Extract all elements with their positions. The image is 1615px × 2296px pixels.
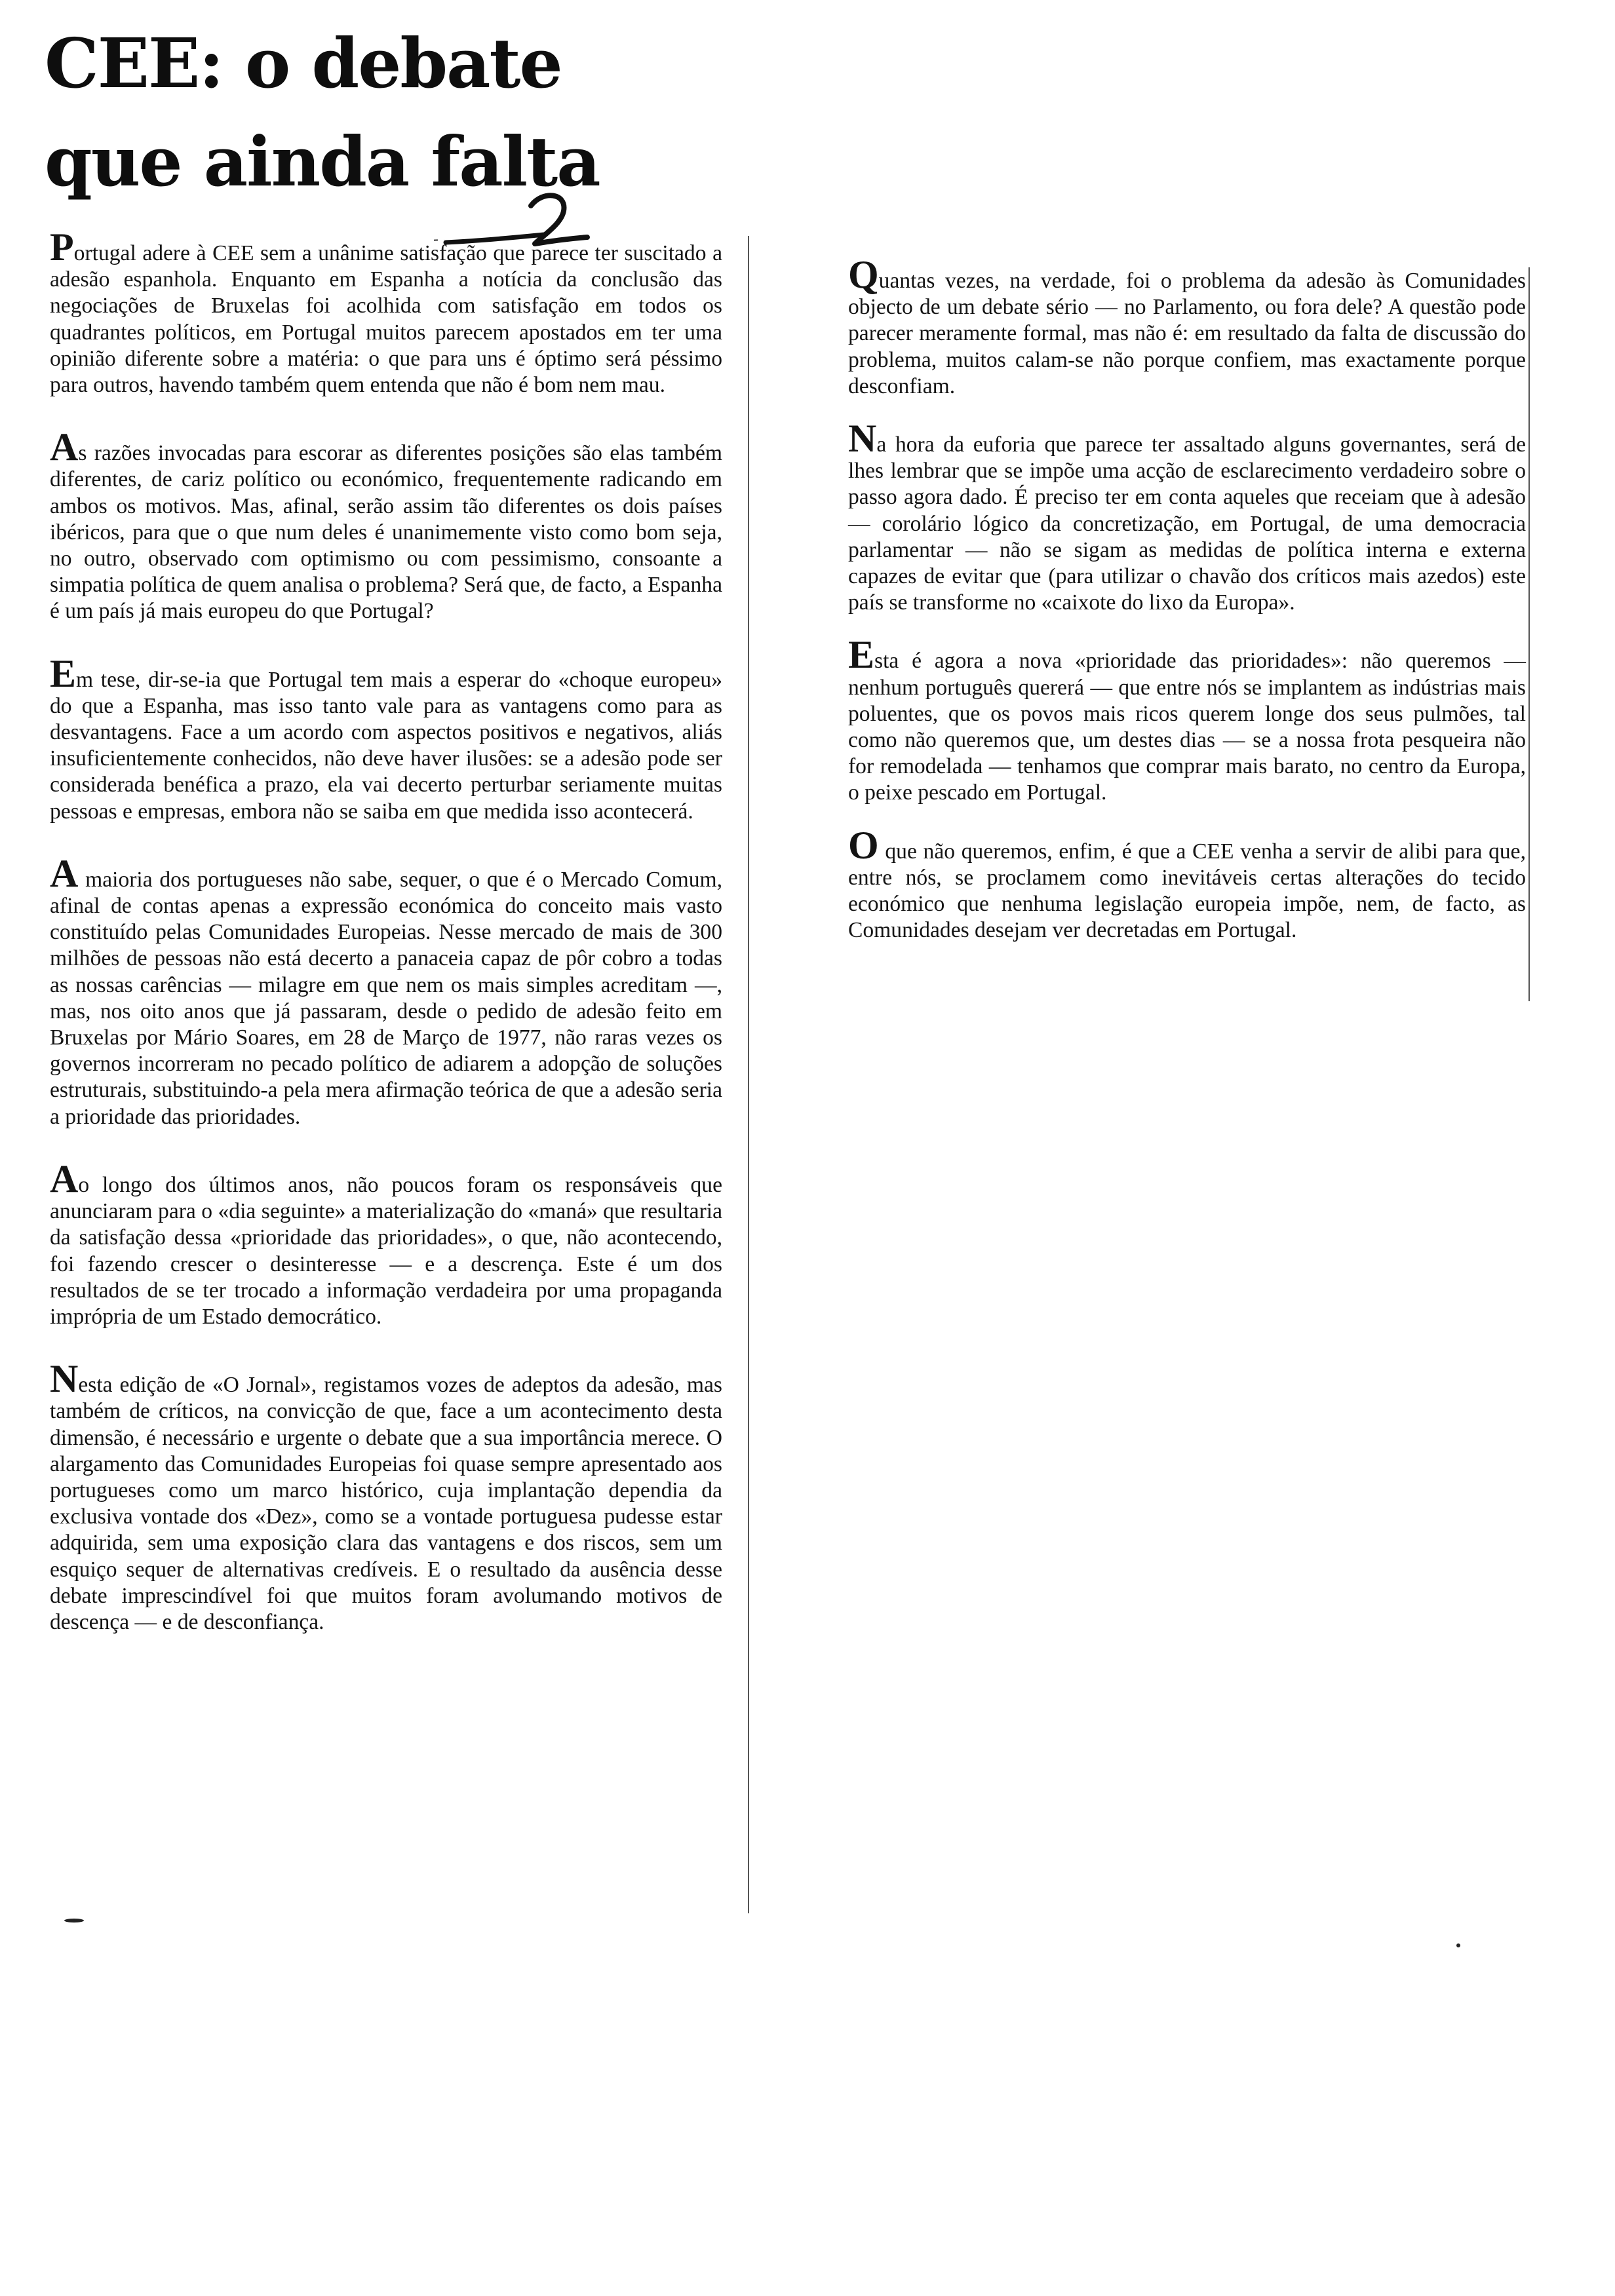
paragraph-text: s razões invocadas para escorar as diferentes posições são elas também diferentes, de cariz político ou económico, frequentemente radicando em ambos os motivos. Mas, afinal, serão assim tão diferentes os dois países ibéricos, para que o que num deles é unanimemente visto como bom seja, no outro, observado com optimismo ou com pessimismo, consoante a simpatia política de quem analisa o problema? Será que, de facto, a Espanha é um país já mais europeu do que Portugal? xyxy=(50,441,722,624)
paragraph-text: esta edição de «O Jornal», registamos vozes de adeptos da adesão, mas também de críticos, na convicção de que, face a um acontecimento desta dimensão, é necessário e urgente o debate que a sua importância merece. O alargamento das Comunidades Europeias foi quase sempre apresentado aos portugueses como um marco histórico, cuja implantação dependia da exclusiva vontade dos «Dez», como se a vontade portuguesa pudesse estar adquirida, sem uma exposição clara das vantagens e dos riscos, sem um esquiço sequer de alternativas credíveis. E o resultado da ausência desse debate imprescindível foi que muitos foram avolumando motivos de descença — e de desconfiança. xyxy=(50,1373,722,1634)
drop-letter: O xyxy=(848,823,879,867)
left-column xyxy=(50,225,722,1674)
paragraph-10 xyxy=(848,823,1526,944)
drop-letter: A xyxy=(50,851,79,895)
paragraph-text: que não queremos, enfim, é que a CEE venha a servir de alibi para que, entre nós, se proclamem como inevitáveis certas alterações do tecido económico que nenhuma legislação europeia impõe, nem, de facto, as Comunidades desejam ver decretadas em Portugal. xyxy=(848,839,1526,943)
paragraph-8 xyxy=(848,417,1526,616)
paragraph-text: a hora da euforia que parece ter assaltado alguns governantes, será de lhes lembrar que se impõe uma acção de esclarecimento verdadeiro sobre o passo agora dado. É preciso ter em conta aqueles que receiam que à adesão — corolário lógico da concretização, em Portugal, de uma democracia parlamentar — não se sigam as medidas de política interna e externa capazes de evitar que (para utilizar o chavão dos críticos mais azedos) este país se transforme no «caixote do lixo da Europa». xyxy=(848,432,1526,615)
paragraph-9 xyxy=(848,633,1526,806)
paragraph-6 xyxy=(50,1357,722,1636)
right-edge-rule xyxy=(1528,267,1530,1001)
paragraph-7 xyxy=(848,253,1526,400)
paragraph-3 xyxy=(50,651,722,825)
drop-letter: N xyxy=(50,1357,79,1401)
headline xyxy=(45,14,634,211)
paragraph-text: sta é agora a nova «prioridade das prioridades»: não queremos — nenhum português quererá — que entre nós se implantem as indústrias mais poluentes, que os povos mais ricos querem longe dos seus pulmões, tal como não queremos que, um destes dias — se a nossa frota pesqueira não for remodelada — tenhamos que comprar mais barato, no centro da Europa, o peixe pescado em Portugal. xyxy=(848,649,1526,805)
drop-letter: E xyxy=(50,651,77,695)
paragraph-text: uantas vezes, na verdade, foi o problema da adesão às Comunidades objecto de um debate sério — no Parlamento, ou fora dele? A questão pode parecer meramente formal, mas não é: em resultado da falta de discussão do problema, muitos calam-se não porque confiem, mas exactamente porque desconfiam. xyxy=(848,269,1526,398)
paragraph-text: m tese, dir-se-ia que Portugal tem mais a esperar do «choque europeu» do que a Espanha, mas isso tanto vale para as vantagens como para as desvantagens. Face a um acordo com aspectos positivos e negativos, aliás insuficientemente conhecidos, não deve haver ilusões: se a adesão pode ser considerada benéfica a prazo, ela vai decerto perturbar seriamente muitas pessoas e empresas, embora não se saiba em que medida isso acontecerá. xyxy=(50,667,722,824)
right-column xyxy=(848,253,1526,972)
drop-letter: E xyxy=(848,633,875,677)
paragraph-1 xyxy=(50,225,722,398)
scan-mark xyxy=(64,1919,84,1923)
paragraph-2 xyxy=(50,425,722,624)
drop-letter: A xyxy=(50,1157,79,1200)
scan-speck xyxy=(1456,1943,1460,1947)
paragraph-text: o longo dos últimos anos, não poucos foram os responsáveis que anunciaram para o «dia seguinte» a materialização do «maná» que resultaria da satisfação dessa «prioridade das prioridades», o que, não acontecendo, foi fazendo crescer o desinteresse — e a descrença. Este é um dos resultados de se ter trocado a informação verdadeira por uma propaganda imprópria de um Estado democrático. xyxy=(50,1172,722,1329)
column-divider xyxy=(748,236,749,1913)
headline-line-2: que ainda falta xyxy=(45,121,600,202)
drop-letter: N xyxy=(848,417,877,461)
drop-letter: Q xyxy=(848,253,879,296)
headline-line-1: CEE: o debate xyxy=(45,23,562,104)
paragraph-5 xyxy=(50,1157,722,1330)
drop-letter: A xyxy=(50,425,79,469)
drop-letter: P xyxy=(50,225,74,269)
paragraph-text: ortugal adere à CEE sem a unânime satisfação que parece ter suscitado a adesão espanhola. Enquanto em Espanha a notícia da conclusão das negociações de Bruxelas foi acolhida com satisfação em todos os quadrantes políticos, em Portugal muitos parecem apostados em ter uma opinião diferente sobre a matéria: o que para uns é óptimo será péssimo para outros, havendo também quem entenda que não é bom nem mau. xyxy=(50,241,722,398)
paragraph-4 xyxy=(50,851,722,1130)
paragraph-text: maioria dos portugueses não sabe, sequer, o que é o Mercado Comum, afinal de contas apenas a expressão económica do conceito mais vasto constituído pelas Comunidades Europeias. Nesse mercado de mais de 300 milhões de pessoas não está decerto a panaceia capaz de pôr cobro a todas as nossas carências — milagre em que nem os mais simples acreditam —, mas, nos oito anos que já passaram, desde o pedido de adesão feito em Bruxelas por Mário Soares, em 28 de Março de 1977, não raras vezes os governos incorreram no pecado político de adiarem a adopção de soluções estruturais, substituindo-a pela mera afirmação teórica de que a adesão seria a prioridade das prioridades. xyxy=(50,867,722,1129)
